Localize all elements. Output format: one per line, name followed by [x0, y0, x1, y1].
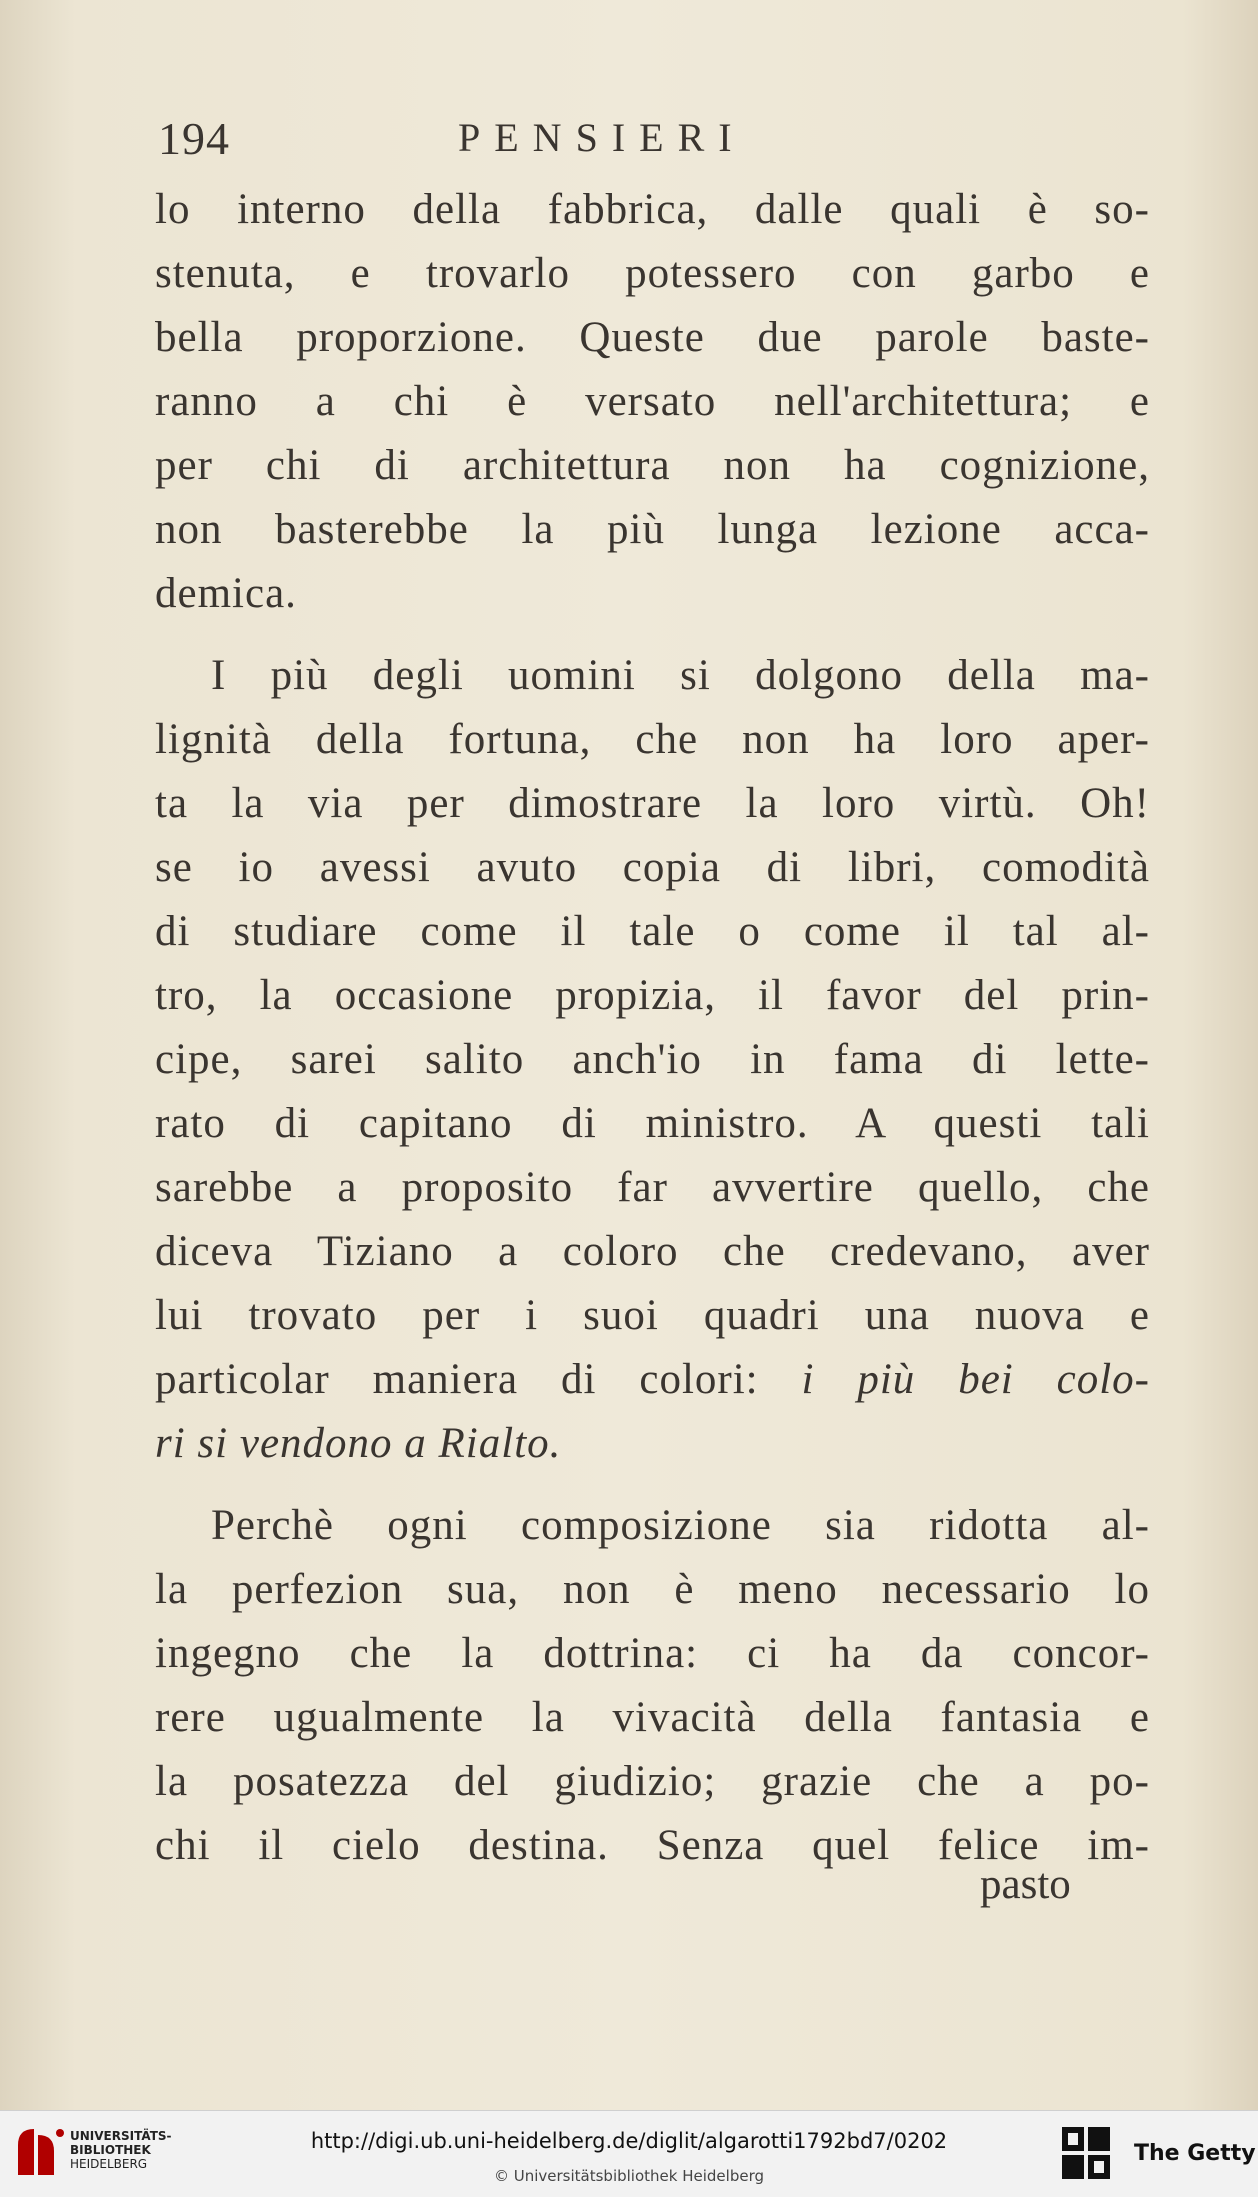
text-line: per chi di architettura non ha cognizione,: [155, 442, 1150, 489]
text-line: sarebbe a proposito far avvertire quello, che: [155, 1164, 1150, 1211]
text-line: ta la via per dimostrare la loro virtù. Oh!: [155, 780, 1150, 827]
text-line: lignità della fortuna, che non ha loro aper-: [155, 716, 1150, 763]
text-line: bella proporzione. Queste due parole baste-: [155, 314, 1150, 361]
text-line: di studiare come il tale o come il tal al-: [155, 908, 1150, 955]
text-span: particolar maniera di colori:: [155, 1356, 759, 1403]
text-line: non basterebbe la più lunga lezione acca-: [155, 506, 1150, 553]
paragraph-start-line: I più degli uomini si dolgono della ma-: [211, 652, 1150, 699]
copyright-notice: © Universitätsbibliothek Heidelberg: [493, 2167, 764, 2185]
catchword: pasto: [980, 1861, 1071, 1908]
permalink-url[interactable]: http://digi.ub.uni-heidelberg.de/diglit/algarotti1792bd7/0202: [310, 2129, 948, 2153]
text-line: cipe, sarei salito anch'io in fama di lette-: [155, 1036, 1150, 1083]
viewer-footer: [0, 2110, 1258, 2197]
text-line: tro, la occasione propizia, il favor del prin-: [155, 972, 1150, 1019]
italic-quote: i più bei colo-: [801, 1356, 1150, 1403]
text-line: la posatezza del giudizio; grazie che a po-: [155, 1758, 1150, 1805]
text-line: diceva Tiziano a coloro che credevano, aver: [155, 1228, 1150, 1275]
page-number: 194: [158, 113, 230, 164]
text-line: chi il cielo destina. Senza quel felice im-: [155, 1822, 1150, 1869]
text-line: stenuta, e trovarlo potessero con garbo e: [155, 250, 1150, 297]
text-line: demica.: [155, 570, 297, 617]
text-line: se io avessi avuto copia di libri, comodità: [155, 844, 1150, 891]
page-header: [158, 112, 1128, 172]
text-line: rere ugualmente la vivacità della fantasia e: [155, 1694, 1150, 1741]
text-line: lo interno della fabbrica, dalle quali è so-: [155, 186, 1150, 233]
getty-name: The Getty: [1134, 2141, 1256, 2166]
text-line: rato di capitano di ministro. A questi tali: [155, 1100, 1150, 1147]
text-line: ranno a chi è versato nell'architettura; e: [155, 378, 1150, 425]
text-line: la perfezion sua, non è meno necessario lo: [155, 1566, 1150, 1613]
university-library-name: UNIVERSITÄTS- BIBLIOTHEK HEIDELBERG: [70, 2129, 172, 2171]
body-text: [155, 178, 1150, 1878]
getty-logo-icon: [1058, 2123, 1114, 2183]
italic-quote-line: [155, 1412, 1150, 1476]
running-head: PENSIERI: [458, 115, 746, 160]
text-line: lui trovato per i suoi quadri una nuova e: [155, 1292, 1150, 1339]
paragraph-start-line: Perchè ogni composizione sia ridotta al-: [211, 1502, 1150, 1549]
italic-quote: ri si vendono a Rialto.: [155, 1420, 562, 1467]
text-line-with-italic: [155, 1348, 1150, 1412]
text-line: ingegno che la dottrina: ci ha da concor-: [155, 1630, 1150, 1677]
